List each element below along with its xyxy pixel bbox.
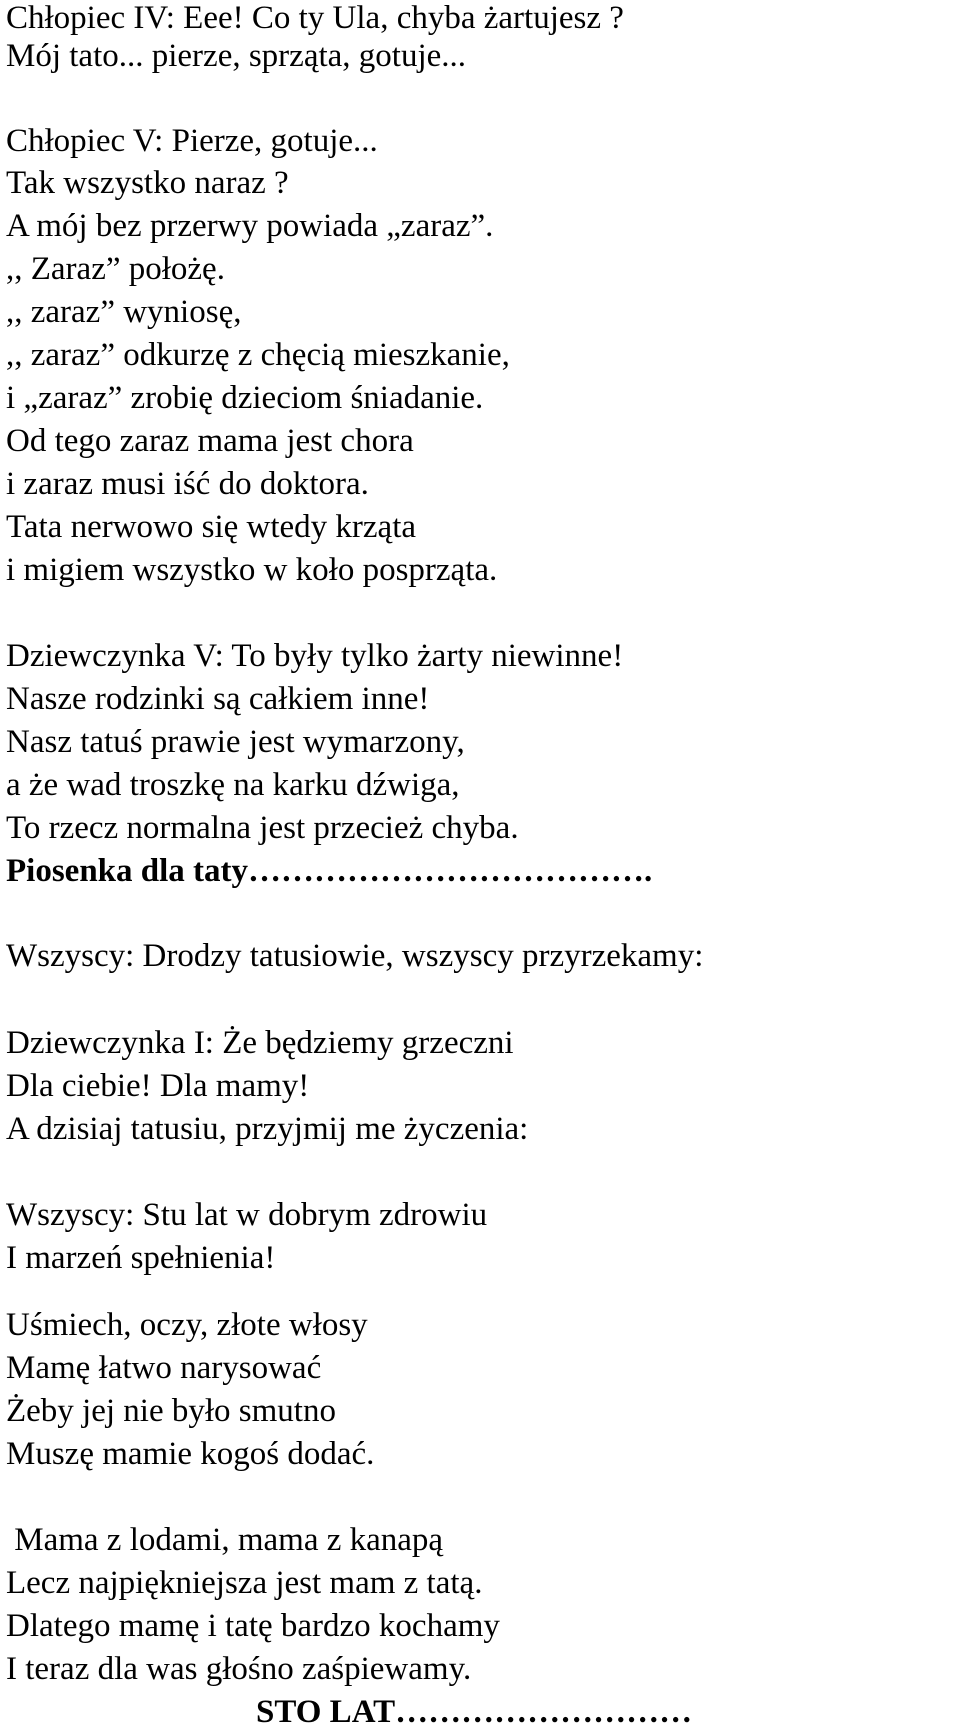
text-line: Tak wszystko naraz ? bbox=[6, 165, 289, 201]
text-line: I marzeń spełnienia! bbox=[6, 1240, 276, 1276]
text-line: Wszyscy: Drodzy tatusiowie, wszyscy przyrzekamy: bbox=[6, 938, 704, 974]
text-line: i „zaraz” zrobię dzieciom śniadanie. bbox=[6, 380, 484, 416]
text-line: A mój bez przerwy powiada „zaraz”. bbox=[6, 208, 494, 244]
text-line: Lecz najpiękniejsza jest mam z tatą. bbox=[6, 1565, 483, 1601]
text-line: Nasz tatuś prawie jest wymarzony, bbox=[6, 724, 465, 760]
text-line: A dzisiaj tatusiu, przyjmij me życzenia: bbox=[6, 1111, 529, 1147]
text-line: i zaraz musi iść do doktora. bbox=[6, 466, 369, 502]
text-line: Tata nerwowo się wtedy krząta bbox=[6, 509, 417, 545]
text-line: a że wad troszkę na karku dźwiga, bbox=[6, 767, 460, 803]
text-line: Mamę łatwo narysować bbox=[6, 1350, 322, 1386]
text-line: Od tego zaraz mama jest chora bbox=[6, 423, 414, 459]
text-line: Nasze rodzinki są całkiem inne! bbox=[6, 681, 430, 717]
text-line: Dziewczynka V: To były tylko żarty niewinne! bbox=[6, 638, 624, 674]
text-line: i migiem wszystko w koło posprząta. bbox=[6, 552, 498, 588]
text-line: Mama z lodami, mama z kanapą bbox=[6, 1522, 444, 1558]
text-line: Dziewczynka I: Że będziemy grzeczni bbox=[6, 1025, 514, 1061]
text-line: To rzecz normalna jest przecież chyba. bbox=[6, 810, 519, 846]
text-line: Muszę mamie kogoś dodać. bbox=[6, 1436, 375, 1472]
text-line: ,, Zaraz” położę. bbox=[6, 251, 225, 287]
text-line: Chłopiec V: Pierze, gotuje... bbox=[6, 123, 378, 159]
text-line: Dla ciebie! Dla mamy! bbox=[6, 1068, 310, 1104]
text-line: Chłopiec IV: Eee! Co ty Ula, chyba żartujesz ? bbox=[6, 0, 624, 36]
text-line: Mój tato... pierze, sprząta, gotuje... bbox=[6, 38, 467, 74]
closing-song-heading: STO LAT……………………… bbox=[256, 1694, 693, 1730]
text-line: Uśmiech, oczy, złote włosy bbox=[6, 1307, 368, 1343]
text-line: I teraz dla was głośno zaśpiewamy. bbox=[6, 1651, 472, 1687]
text-line: Dlatego mamę i tatę bardzo kochamy bbox=[6, 1608, 500, 1644]
text-line: Wszyscy: Stu lat w dobrym zdrowiu bbox=[6, 1197, 488, 1233]
song-heading: Piosenka dla taty………………………………. bbox=[6, 853, 653, 889]
text-line: ,, zaraz” odkurzę z chęcią mieszkanie, bbox=[6, 337, 510, 373]
text-line: Żeby jej nie było smutno bbox=[6, 1393, 336, 1429]
text-line: ,, zaraz” wyniosę, bbox=[6, 294, 242, 330]
